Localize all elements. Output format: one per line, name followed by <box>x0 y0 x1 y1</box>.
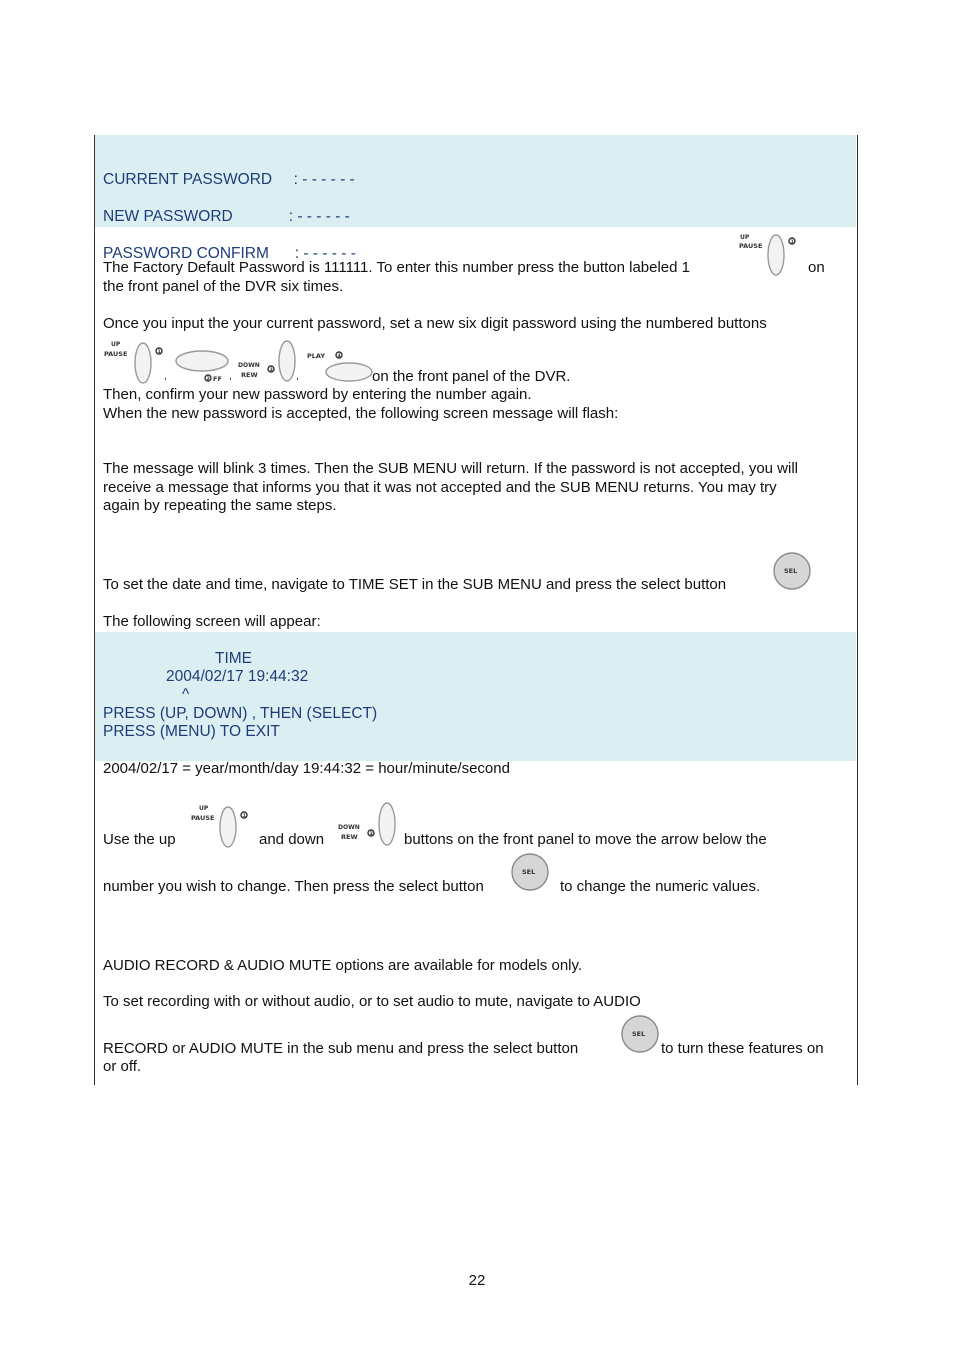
blink-line-2: receive a message that informs you that it was not accepted and the SUB MENU returns. You may try <box>103 479 777 496</box>
svg-text:FF: FF <box>213 375 222 383</box>
sel-button-icon <box>772 551 814 593</box>
time-screen-instruction-1: PRESS (UP, DOWN) , THEN (SELECT) <box>103 705 378 722</box>
page-number: 22 <box>468 1272 486 1289</box>
down-rew-button-icon <box>238 339 300 385</box>
accepted-line: When the new password is accepted, the following screen message will flash: <box>103 405 619 422</box>
and-down-text: and down <box>259 831 325 848</box>
time-screen-instruction-2: PRESS (MENU) TO EXIT <box>103 723 280 740</box>
use-up-text: Use the up <box>103 831 176 848</box>
svg-text:UP: UP <box>199 805 209 812</box>
on-front-panel-text: on the front panel of the DVR. <box>372 368 571 385</box>
blink-line-3: again by repeating the same steps. <box>103 497 337 514</box>
up-pause-button-icon <box>103 339 167 385</box>
svg-text:DOWN: DOWN <box>238 362 260 369</box>
confirm-line: Then, confirm your new password by entering the number again. <box>103 386 532 403</box>
sel-button-icon <box>510 852 552 894</box>
svg-text:SEL: SEL <box>632 1030 646 1038</box>
comma-separator: , <box>229 371 232 382</box>
svg-text:1: 1 <box>790 240 794 245</box>
up-pause-button-icon <box>738 231 802 277</box>
svg-text:PAUSE: PAUSE <box>739 242 763 250</box>
audio-record-mute-line: RECORD or AUDIO MUTE in the sub menu and press the select button <box>103 1040 579 1057</box>
up-pause-button-icon <box>190 803 254 849</box>
audio-to-set-line: To set recording with or without audio, or to set audio to mute, navigate to AUDIO <box>103 993 641 1010</box>
ff-button-icon <box>173 347 233 387</box>
audio-turn-on-text: to turn these features on <box>661 1040 824 1057</box>
time-screen-title: TIME <box>215 650 253 667</box>
time-screen-box <box>95 632 856 761</box>
svg-text:2: 2 <box>206 377 210 382</box>
audio-available-line: AUDIO RECORD & AUDIO MUTE options are available for models only. <box>103 957 583 974</box>
down-rew-button-icon <box>338 801 400 849</box>
svg-text:REW: REW <box>241 371 258 379</box>
default-on-word: on <box>808 259 825 276</box>
comma-separator: , <box>296 371 299 382</box>
svg-text:1: 1 <box>242 814 246 819</box>
current-password-line: CURRENT PASSWORD : - - - - - - <box>103 170 355 188</box>
blink-line-1: The message will blink 3 times. Then the SUB MENU will return. If the password is not accepted, you will <box>103 460 799 477</box>
following-screen-line: The following screen will appear: <box>103 613 321 630</box>
new-password-line: NEW PASSWORD : - - - - - - <box>103 207 350 225</box>
password-confirm-line: PASSWORD CONFIRM : - - - - - - <box>103 244 356 262</box>
number-wish-text: number you wish to change. Then press the select button <box>103 878 484 895</box>
change-values-text: to change the numeric values. <box>560 878 761 895</box>
svg-text:PLAY: PLAY <box>307 352 326 360</box>
svg-text:SEL: SEL <box>784 567 798 575</box>
svg-text:4: 4 <box>337 354 341 359</box>
comma-separator: , <box>164 371 167 382</box>
audio-or-off-text: or off. <box>103 1058 142 1075</box>
svg-text:UP: UP <box>111 341 121 348</box>
svg-text:UP: UP <box>740 234 750 241</box>
default-password-line-2: the front panel of the DVR six times. <box>103 278 344 295</box>
date-format-line: 2004/02/17 = year/month/day 19:44:32 = hour/minute/second <box>103 760 510 777</box>
default-password-line: The Factory Default Password is 111111. To enter this number press the button labeled 1 <box>103 259 690 276</box>
svg-text:1: 1 <box>157 350 161 355</box>
svg-text:PAUSE: PAUSE <box>104 350 128 358</box>
once-input-line: Once you input the your current password, set a new six digit password using the numbered buttons <box>103 315 767 332</box>
play-button-icon <box>305 348 375 384</box>
sel-button-icon <box>620 1014 662 1056</box>
svg-text:SEL: SEL <box>522 868 536 876</box>
svg-text:3: 3 <box>269 368 273 373</box>
buttons-front-text: buttons on the front panel to move the arrow below the <box>404 831 767 848</box>
set-date-line: To set the date and time, navigate to TIME SET in the SUB MENU and press the select button <box>103 576 727 593</box>
svg-text:REW: REW <box>341 833 358 841</box>
time-screen-datetime: 2004/02/17 19:44:32 <box>166 668 309 685</box>
time-screen-caret: ^ <box>182 686 190 703</box>
svg-text:DOWN: DOWN <box>338 824 360 831</box>
svg-text:3: 3 <box>369 832 373 837</box>
svg-text:PAUSE: PAUSE <box>191 814 215 822</box>
